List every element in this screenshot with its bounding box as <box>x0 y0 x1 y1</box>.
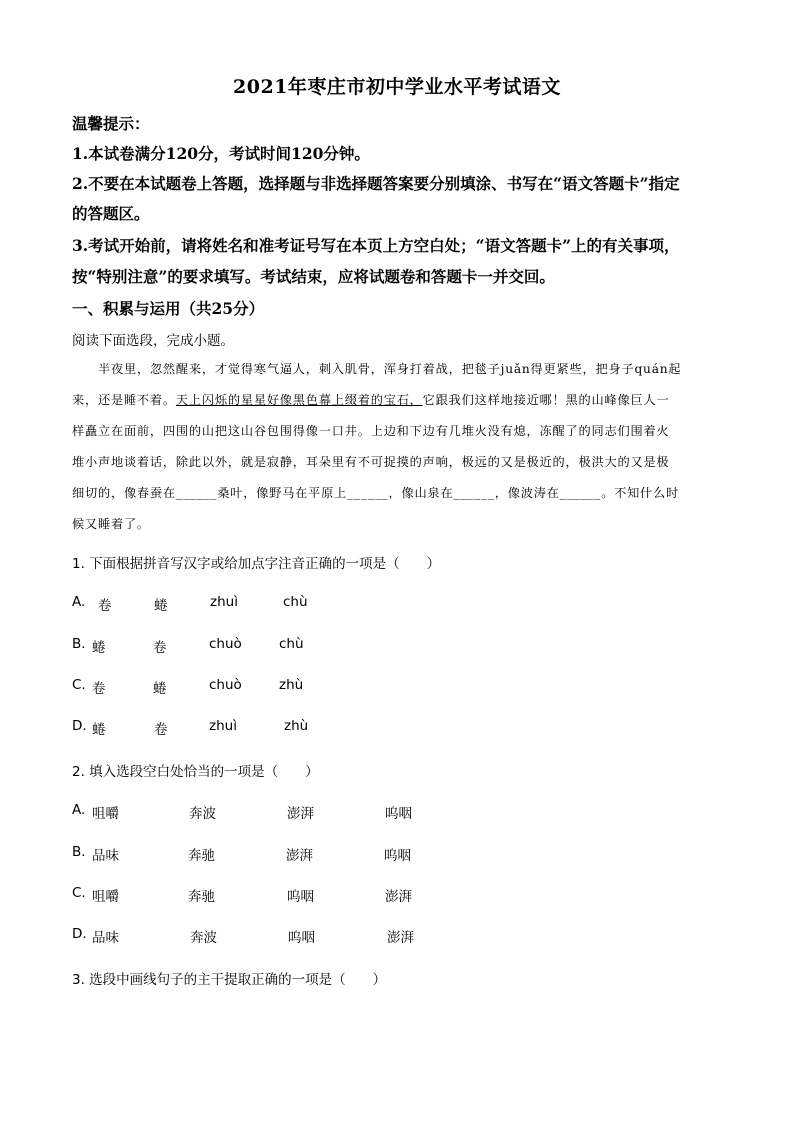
option-item: zhù <box>284 718 309 734</box>
option-label: B. <box>72 844 86 860</box>
section-heading: 一、积累与运用（共25分） <box>72 299 265 318</box>
option-item: zhù <box>279 677 304 693</box>
tip-line-4: 3.考试开始前，请将姓名和准考证号写在本页上方空白处；“语文答题卡”上的有关事项， <box>72 236 680 255</box>
tips-heading: 温馨提示： <box>72 114 150 133</box>
passage-line-1: 半夜里，忽然醒来，才觉得寒气逼人，刺入肌骨，浑身打着战，把毯子juǎn得更紧些，把身子quán起 <box>98 362 682 376</box>
option-item: zhuì <box>209 718 237 734</box>
section-instruction: 阅读下面选段，完成小题。 <box>72 333 234 349</box>
option-item: 品味 <box>92 930 119 946</box>
option-label: C. <box>72 677 86 693</box>
tip-line-5: 按“特别注意”的要求填写。考试结束，应将试题卷和答题卡一并交回。 <box>72 267 555 286</box>
option-item: chù <box>279 636 304 652</box>
option-item: 奔波 <box>190 930 217 946</box>
option-item: 卷 <box>154 722 168 738</box>
option-item: 蜷 <box>92 640 106 656</box>
passage-line-6: 候又睡着了。 <box>72 517 150 531</box>
option-item: 呜咽 <box>288 930 315 946</box>
passage-text: 来，还是睡不着。 <box>72 393 176 407</box>
question-1-stem: 1. 下面根据拼音写汉字或给加点字注音正确的一项是（ ） <box>72 556 441 572</box>
option-item: chù <box>283 594 308 610</box>
option-item: 奔驰 <box>188 889 215 905</box>
option-item: 咀嚼 <box>92 889 119 905</box>
option-item: 澎湃 <box>387 930 414 946</box>
option-label: D. <box>72 718 87 734</box>
option-item: 呜咽 <box>287 889 314 905</box>
page-title: 2021年枣庄市初中学业水平考试语文 <box>233 76 561 98</box>
option-item: 奔波 <box>189 806 216 822</box>
option-item: 卷 <box>92 681 106 697</box>
option-item: chuò <box>209 677 242 693</box>
question-3-stem: 3. 选段中画线句子的主干提取正确的一项是（ ） <box>72 972 387 988</box>
option-label: B. <box>72 636 86 652</box>
option-item: 澎湃 <box>385 889 412 905</box>
option-label: A. <box>72 594 86 610</box>
option-item: 蜷 <box>154 598 168 614</box>
passage-line-4: 堆小声地谈着话，除此以外，就是寂静，耳朵里有不可捉摸的声响，极远的又是极近的，极洪大的又是极 <box>72 455 670 469</box>
option-label: D. <box>72 926 87 942</box>
question-2-stem: 2. 填入选段空白处恰当的一项是（ ） <box>72 764 319 780</box>
passage-line-5: 细切的，像春蚕在______桑叶，像野马在平原上______，像山泉在______，像波涛在______。不知什么时 <box>72 486 680 500</box>
option-item: 咀嚼 <box>92 806 119 822</box>
option-item: 呜咽 <box>384 848 411 864</box>
option-item: chuò <box>209 636 242 652</box>
option-item: 蜷 <box>92 722 106 738</box>
tip-line-1: 1.本试卷满分120分，考试时间120分钟。 <box>72 144 370 163</box>
option-item: 卷 <box>98 598 112 614</box>
option-item: 澎湃 <box>286 848 313 864</box>
tip-line-3: 的答题区。 <box>72 204 150 223</box>
tip-line-2: 2.不要在本试题卷上答题，选择题与非选择题答案要分别填涂、书写在“语文答题卡”指定 <box>72 174 680 193</box>
passage-text: 它跟我们这样地接近哪！黑的山峰像巨人一 <box>422 393 670 407</box>
option-item: 蜷 <box>153 681 167 697</box>
underlined-sentence: 天上闪烁的星星好像黑色幕上缀着的宝石， <box>175 393 423 407</box>
option-item: zhuì <box>210 594 238 610</box>
option-label: C. <box>72 885 86 901</box>
option-item: 奔驰 <box>188 848 215 864</box>
option-item: 呜咽 <box>385 806 412 822</box>
option-item: 卷 <box>153 640 167 656</box>
passage-line-2 <box>72 391 669 408</box>
option-item: 澎湃 <box>287 806 314 822</box>
option-label: A. <box>72 802 86 818</box>
passage-line-3: 样矗立在面前，四围的山把这山谷包围得像一口井。上边和下边有几堆火没有熄，冻醒了的同志们围着火 <box>72 424 670 438</box>
option-item: 品味 <box>92 848 119 864</box>
